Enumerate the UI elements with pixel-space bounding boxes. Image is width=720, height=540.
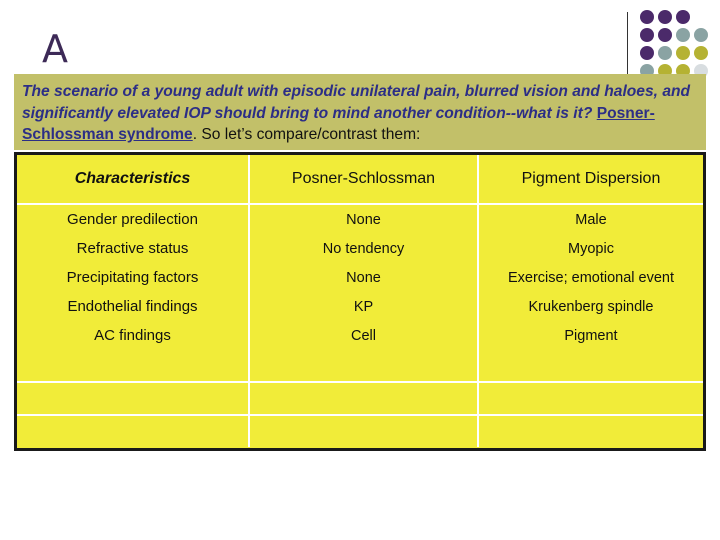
table-header-row <box>17 155 703 204</box>
banner-answer: Posner-Schlossman syndrome <box>22 104 655 143</box>
posner-value: KP <box>249 292 478 321</box>
decor-dot <box>658 28 672 42</box>
decor-dot <box>676 10 690 24</box>
decor-dot <box>658 10 672 24</box>
comparison-table <box>14 152 706 451</box>
pigment-value: Pigment <box>478 321 703 350</box>
row-label: Endothelial findings <box>67 298 198 315</box>
header-posner-schlossman: Posner-Schlossman <box>249 155 478 204</box>
decor-dot <box>676 46 690 60</box>
posner-value: None <box>249 204 478 234</box>
decor-dot <box>658 46 672 60</box>
table-row <box>17 234 703 263</box>
pigment-value: Male <box>478 204 703 234</box>
empty-table-row <box>17 382 703 415</box>
table-row <box>17 204 703 234</box>
banner-followup: . So let’s compare/contrast them: <box>192 126 421 143</box>
title-divider <box>627 12 628 82</box>
pigment-value: Myopic <box>478 234 703 263</box>
posner-value: None <box>249 263 478 292</box>
decorative-dot-grid <box>640 10 720 80</box>
header-pigment-dispersion: Pigment Dispersion <box>478 155 703 204</box>
row-label: AC findings <box>94 327 171 344</box>
row-label: Precipitating factors <box>66 269 199 286</box>
empty-table-row <box>17 415 703 447</box>
decor-dot <box>640 46 654 60</box>
pigment-value: Krukenberg spindle <box>478 292 703 321</box>
header-characteristics: Characteristics <box>17 155 249 204</box>
table-row <box>17 321 703 350</box>
decor-dot <box>640 28 654 42</box>
posner-value: Cell <box>249 321 478 350</box>
posner-value: No tendency <box>249 234 478 263</box>
decor-dot <box>676 28 690 42</box>
decor-dot <box>694 28 708 42</box>
question-banner <box>14 74 706 150</box>
banner-question: The scenario of a young adult with episodic unilateral pain, blurred vision and haloes, and significantly elevated IOP should bring to mind another condition--what is it? <box>22 83 691 122</box>
row-label: Refractive status <box>76 240 189 257</box>
row-label: Gender predilection <box>67 211 198 228</box>
empty-table-row <box>17 350 703 382</box>
slide-title: A <box>42 27 68 71</box>
table-row <box>17 292 703 321</box>
decor-dot <box>694 46 708 60</box>
table-row <box>17 263 703 292</box>
decor-dot <box>640 10 654 24</box>
pigment-value: Exercise; emotional event <box>478 263 703 292</box>
